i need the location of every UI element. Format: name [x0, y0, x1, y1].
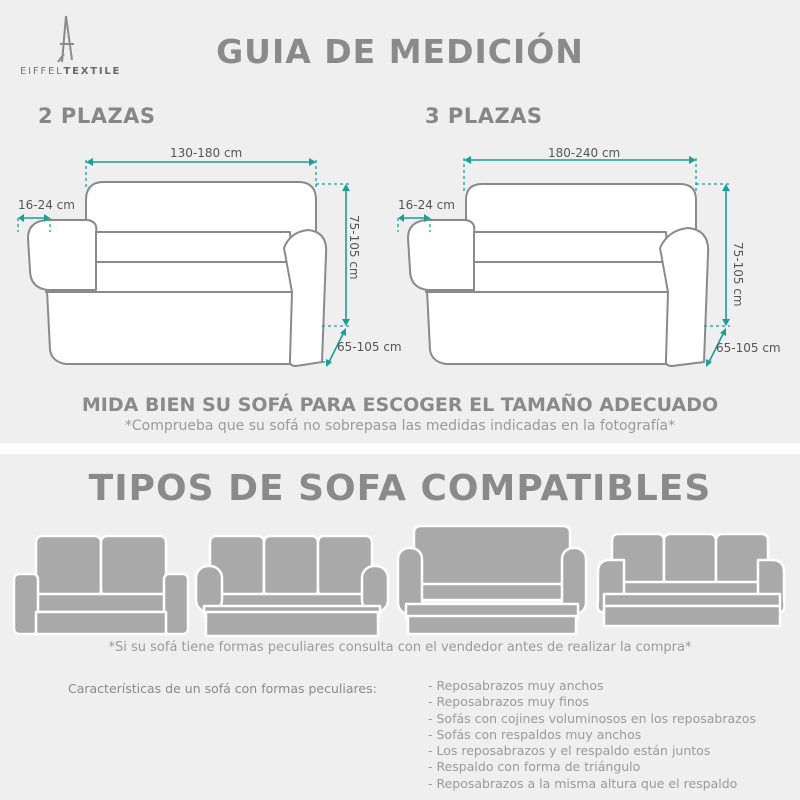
two-seater-heading: 2 PLAZAS — [38, 104, 156, 128]
list-item: - Reposabrazos muy finos — [428, 694, 589, 710]
three-seater-height-label: 75-105 cm — [731, 242, 745, 307]
sofa-icon-4 — [598, 534, 785, 626]
features-list — [428, 678, 756, 792]
three-seater-width-label: 180-240 cm — [548, 146, 621, 160]
three-seater-heading: 3 PLAZAS — [425, 104, 543, 128]
two-seater-depth-label: 65-105 cm — [337, 340, 402, 354]
three-seater-arm-label: 16-24 cm — [398, 198, 455, 212]
list-item: - Respaldo con forma de triángulo — [428, 759, 641, 775]
compatible-sofas-row — [0, 520, 800, 620]
list-item: - Los reposabrazos y el respaldo están juntos — [428, 743, 711, 759]
two-seater-height-label: 75-105 cm — [347, 215, 361, 280]
brand-name: EIFFELTEXTILE — [20, 66, 122, 77]
measure-note: *Comprueba que su sofá no sobrepasa las medidas indicadas en la fotografía* — [124, 418, 676, 434]
features-label: Características de un sofá con formas peculiares: — [68, 681, 377, 696]
peculiar-shape-note: *Si su sofá tiene formas peculiares consulta con el vendedor antes de realizar la compra* — [108, 640, 692, 655]
list-item: - Reposabrazos muy anchos — [428, 678, 604, 693]
list-item: - Sofás con respaldos muy anchos — [428, 726, 642, 742]
sofa-icon-3 — [398, 526, 586, 634]
measure-instruction: MIDA BIEN SU SOFÁ PARA ESCOGER EL TAMAÑO ADECUADO — [81, 394, 719, 416]
list-item: - Sofás con cojines voluminosos en los reposabrazos — [428, 710, 756, 726]
guide-title: GUIA DE MEDICIÓN — [216, 32, 584, 71]
two-seater-width-label: 130-180 cm — [170, 146, 243, 160]
list-item: - Reposabrazos a la misma altura que el respaldo — [428, 775, 738, 791]
two-seater-arm-label: 16-24 cm — [18, 198, 75, 212]
three-seater-depth-label: 65-105 cm — [716, 341, 781, 355]
types-title: TIPOS DE SOFA COMPATIBLES — [88, 468, 712, 509]
sofa-icon-2 — [196, 536, 388, 636]
sofa-icon-1 — [14, 536, 188, 634]
